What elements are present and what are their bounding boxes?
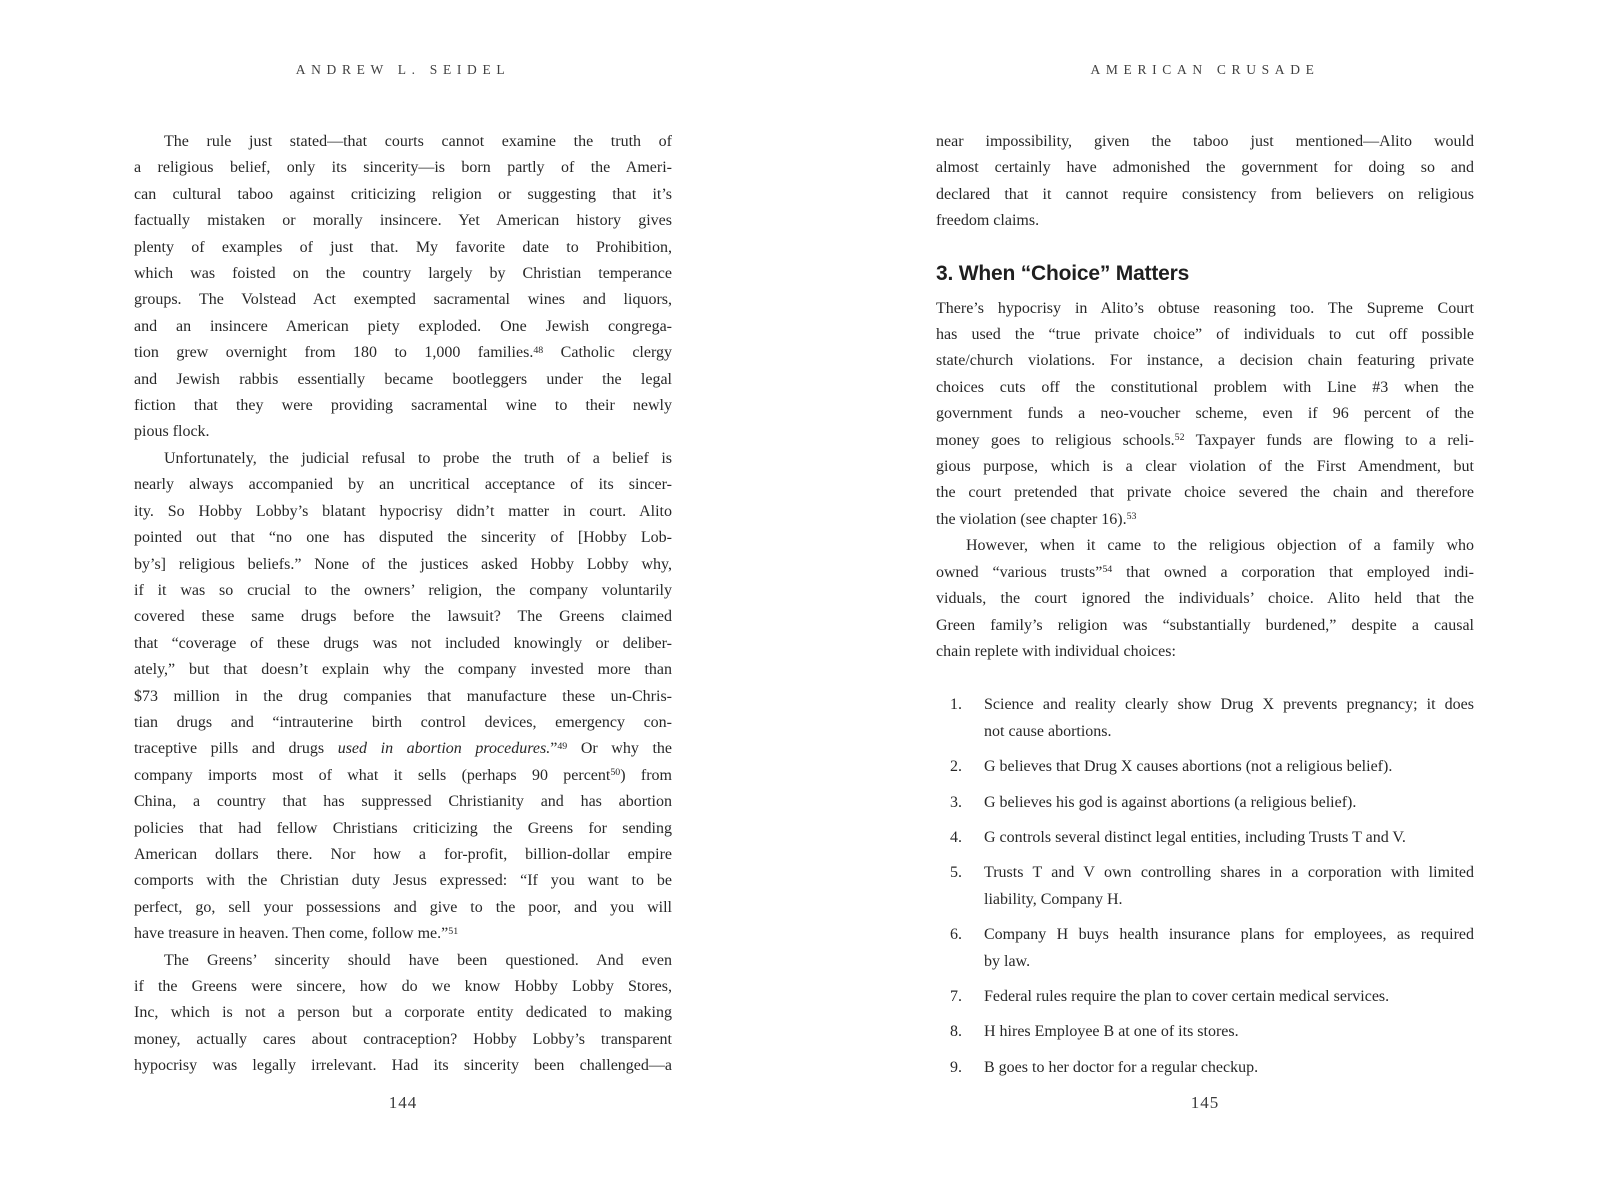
paragraph	[936, 129, 1474, 235]
list-item	[946, 692, 1474, 745]
text-line: pointed out that “no one has disputed the sincerity of [Hobby Lob-	[134, 529, 672, 547]
text-line: nearly always accompanied by an uncritical acceptance of its sincer-	[134, 476, 672, 494]
text-line: which was foisted on the country largely by Christian temperance	[134, 265, 672, 283]
text-line: if it was so crucial to the owners’ religion, the company voluntarily	[134, 581, 672, 599]
text-line: viduals, the court ignored the individuals’ choice. Alito held that the	[936, 590, 1474, 608]
text-line: plenty of examples of just that. My favorite date to Prohibition,	[134, 238, 672, 256]
list-item	[946, 790, 1474, 816]
text-line: pious flock.	[134, 423, 210, 441]
paragraph	[936, 533, 1474, 665]
text-line: and an insincere American piety exploded. One Jewish congrega-	[134, 317, 672, 335]
footnote-ref: 49	[557, 740, 568, 752]
page-right-body	[936, 129, 1474, 1090]
text-line: covered these same drugs before the lawsuit? The Greens claimed	[134, 608, 672, 626]
list-item-line: by law.	[984, 952, 1031, 970]
list-item-number: 7.	[950, 987, 962, 1005]
list-item-number: 4.	[950, 828, 962, 846]
text-line: ately,” but that doesn’t explain why the company invested more than	[134, 661, 672, 679]
list-item-number: 9.	[950, 1058, 962, 1076]
text-line: Inc, which is not a person but a corporate entity dedicated to making	[134, 1004, 672, 1022]
text-line: hypocrisy was legally irrelevant. Had its sincerity been challenged—a	[134, 1057, 672, 1075]
footnote-ref: 48	[533, 344, 544, 356]
text-line: The rule just stated—that courts cannot examine the truth of	[164, 133, 672, 150]
list-item-number: 6.	[950, 926, 962, 944]
page-right	[936, 0, 1474, 1200]
footnote-ref: 50	[610, 767, 621, 779]
text-line: has used the “true private choice” of individuals to cut off possible	[936, 326, 1474, 344]
page-left	[134, 0, 672, 1200]
list-item	[946, 860, 1474, 913]
text-line: However, when it came to the religious objection of a family who	[966, 537, 1474, 555]
text-line: near impossibility, given the taboo just mentioned—Alito would	[936, 133, 1474, 150]
section-paragraphs	[936, 296, 1474, 666]
running-header-left: ANDREW L. SEIDEL	[295, 62, 511, 77]
paragraph	[134, 948, 672, 1080]
list-item-number: 2.	[950, 758, 962, 776]
list-item-line: Federal rules require the plan to cover certain medical services.	[984, 987, 1390, 1005]
text-line: fiction that they were providing sacramental wine to their newly	[134, 397, 672, 415]
text-line: that “coverage of these drugs was not included knowingly or deliber-	[134, 634, 672, 652]
list-item-line: Trusts T and V own controlling shares in a corporation with limited	[984, 864, 1474, 882]
text-line: the court pretended that private choice severed the chain and therefore	[936, 484, 1474, 502]
text-line: comports with the Christian duty Jesus expressed: “If you want to be	[134, 872, 672, 890]
list-item-line: G believes that Drug X causes abortions (not a religious belief).	[984, 758, 1393, 776]
list-item-line: B goes to her doctor for a regular checkup.	[984, 1058, 1259, 1076]
text-line: Unfortunately, the judicial refusal to probe the truth of a belief is	[164, 449, 672, 467]
text-line: company imports most of what it sells (perhaps 90 percent$^{50}$) from	[134, 766, 672, 784]
list-item-line: H hires Employee B at one of its stores.	[984, 1023, 1239, 1041]
text-line: $73 million in the drug companies that manufacture these un-Chris-	[134, 687, 672, 705]
text-line: Green family’s religion was “substantially burdened,” despite a causal	[936, 616, 1474, 634]
list-item	[946, 984, 1474, 1010]
text-line: state/church violations. For instance, a decision chain featuring private	[936, 352, 1474, 370]
text-line: perfect, go, sell your possessions and give to the poor, and you will	[134, 898, 672, 916]
text-line: ity. So Hobby Lobby’s blatant hypocrisy didn’t matter in court. Alito	[134, 502, 672, 520]
text-line: by’s] religious beliefs.” None of the justices asked Hobby Lobby why,	[134, 555, 672, 573]
text-line: tian drugs and “intrauterine birth control devices, emergency con-	[134, 713, 672, 731]
list-item-number: 5.	[950, 864, 962, 882]
list-item-line: G controls several distinct legal entities, including Trusts T and V.	[984, 828, 1406, 846]
text-line: There’s hypocrisy in Alito’s obtuse reasoning too. The Supreme Court	[936, 299, 1474, 317]
text-line: almost certainly have admonished the government for doing so and	[936, 159, 1474, 177]
text-line: government funds a neo-voucher scheme, even if 96 percent of the	[936, 405, 1474, 423]
text-line: groups. The Volstead Act exempted sacramental wines and liquors,	[134, 291, 672, 309]
page-number-right: 145	[1190, 1093, 1220, 1112]
text-line: can cultural taboo against criticizing religion or suggesting that it’s	[134, 185, 672, 203]
text-line: declared that it cannot require consistency from believers on religious	[936, 185, 1474, 203]
list-item-number: 1.	[950, 696, 962, 714]
text-line: freedom claims.	[936, 212, 1040, 230]
text-line: policies that had fellow Christians criticizing the Greens for sending	[134, 819, 672, 837]
list-item	[946, 825, 1474, 851]
page-number-left: 144	[388, 1093, 418, 1112]
footnote-ref: 54	[1102, 564, 1113, 576]
text-line: owned “various trusts”$^{54}$ that owned a corporation that employed indi-	[936, 563, 1474, 581]
text-line: gious purpose, which is a clear violation of the First Amendment, but	[936, 458, 1474, 476]
list-item	[946, 754, 1474, 780]
text-line: a religious belief, only its sincerity—is born partly of the Ameri-	[134, 159, 672, 177]
italic-text: used in abortion procedures.	[337, 740, 551, 758]
text-line: if the Greens were sincere, how do we know Hobby Lobby Stores,	[134, 978, 672, 995]
text-line: chain replete with individual choices:	[936, 642, 1176, 660]
list-item-line: Science and reality clearly show Drug X prevents pregnancy; it does	[984, 696, 1474, 714]
footnote-ref: 52	[1174, 432, 1185, 444]
page-left-body	[134, 129, 672, 1080]
list-item-line: Company H buys health insurance plans for employees, as required	[984, 926, 1474, 944]
running-header-right: AMERICAN CRUSADE	[1090, 62, 1320, 77]
text-line: the violation (see chapter 16).$^{53}$	[936, 510, 1137, 528]
list-item-line: G believes his god is against abortions (a religious belief).	[984, 793, 1357, 811]
list-item-number: 3.	[950, 793, 962, 811]
paragraph	[134, 446, 672, 948]
text-line: and Jewish rabbis essentially became bootleggers under the legal	[134, 370, 672, 388]
text-line: choices cuts off the constitutional problem with Line #3 when the	[936, 378, 1474, 396]
list-item	[946, 922, 1474, 975]
text-line: money goes to religious schools.$^{52}$ Taxpayer funds are flowing to a reli-	[936, 431, 1474, 449]
paragraph	[936, 296, 1474, 534]
list-item-line: liability, Company H.	[984, 890, 1123, 908]
list-item	[946, 1055, 1474, 1081]
list-item-number: 8.	[950, 1023, 962, 1041]
list-item-line: not cause abortions.	[984, 722, 1112, 740]
footnote-ref: 51	[448, 925, 459, 937]
text-line: factually mistaken or morally insincere. Yet American history gives	[134, 212, 672, 230]
text-line: traceptive pills and drugs used in abortion procedures.”$^{49}$ Or why the	[134, 740, 673, 758]
text-line: have treasure in heaven. Then come, follow me.”$^{51}$	[134, 925, 459, 943]
text-line: China, a country that has suppressed Christianity and has abortion	[134, 793, 672, 811]
text-line: tion grew overnight from 180 to 1,000 families.$^{48}$ Catholic clergy	[134, 344, 673, 362]
text-line: American dollars there. Nor how a for-profit, billion-dollar empire	[134, 845, 672, 863]
section-heading: 3. When “Choice” Matters	[936, 261, 1190, 285]
list-item	[946, 1019, 1474, 1045]
text-line: The Greens’ sincerity should have been questioned. And even	[164, 951, 672, 969]
text-line: money, actually cares about contraception? Hobby Lobby’s transparent	[134, 1030, 672, 1048]
numbered-list	[936, 692, 1474, 1081]
continued-paragraphs	[936, 129, 1474, 235]
paragraph	[134, 129, 672, 446]
footnote-ref: 53	[1126, 511, 1137, 523]
